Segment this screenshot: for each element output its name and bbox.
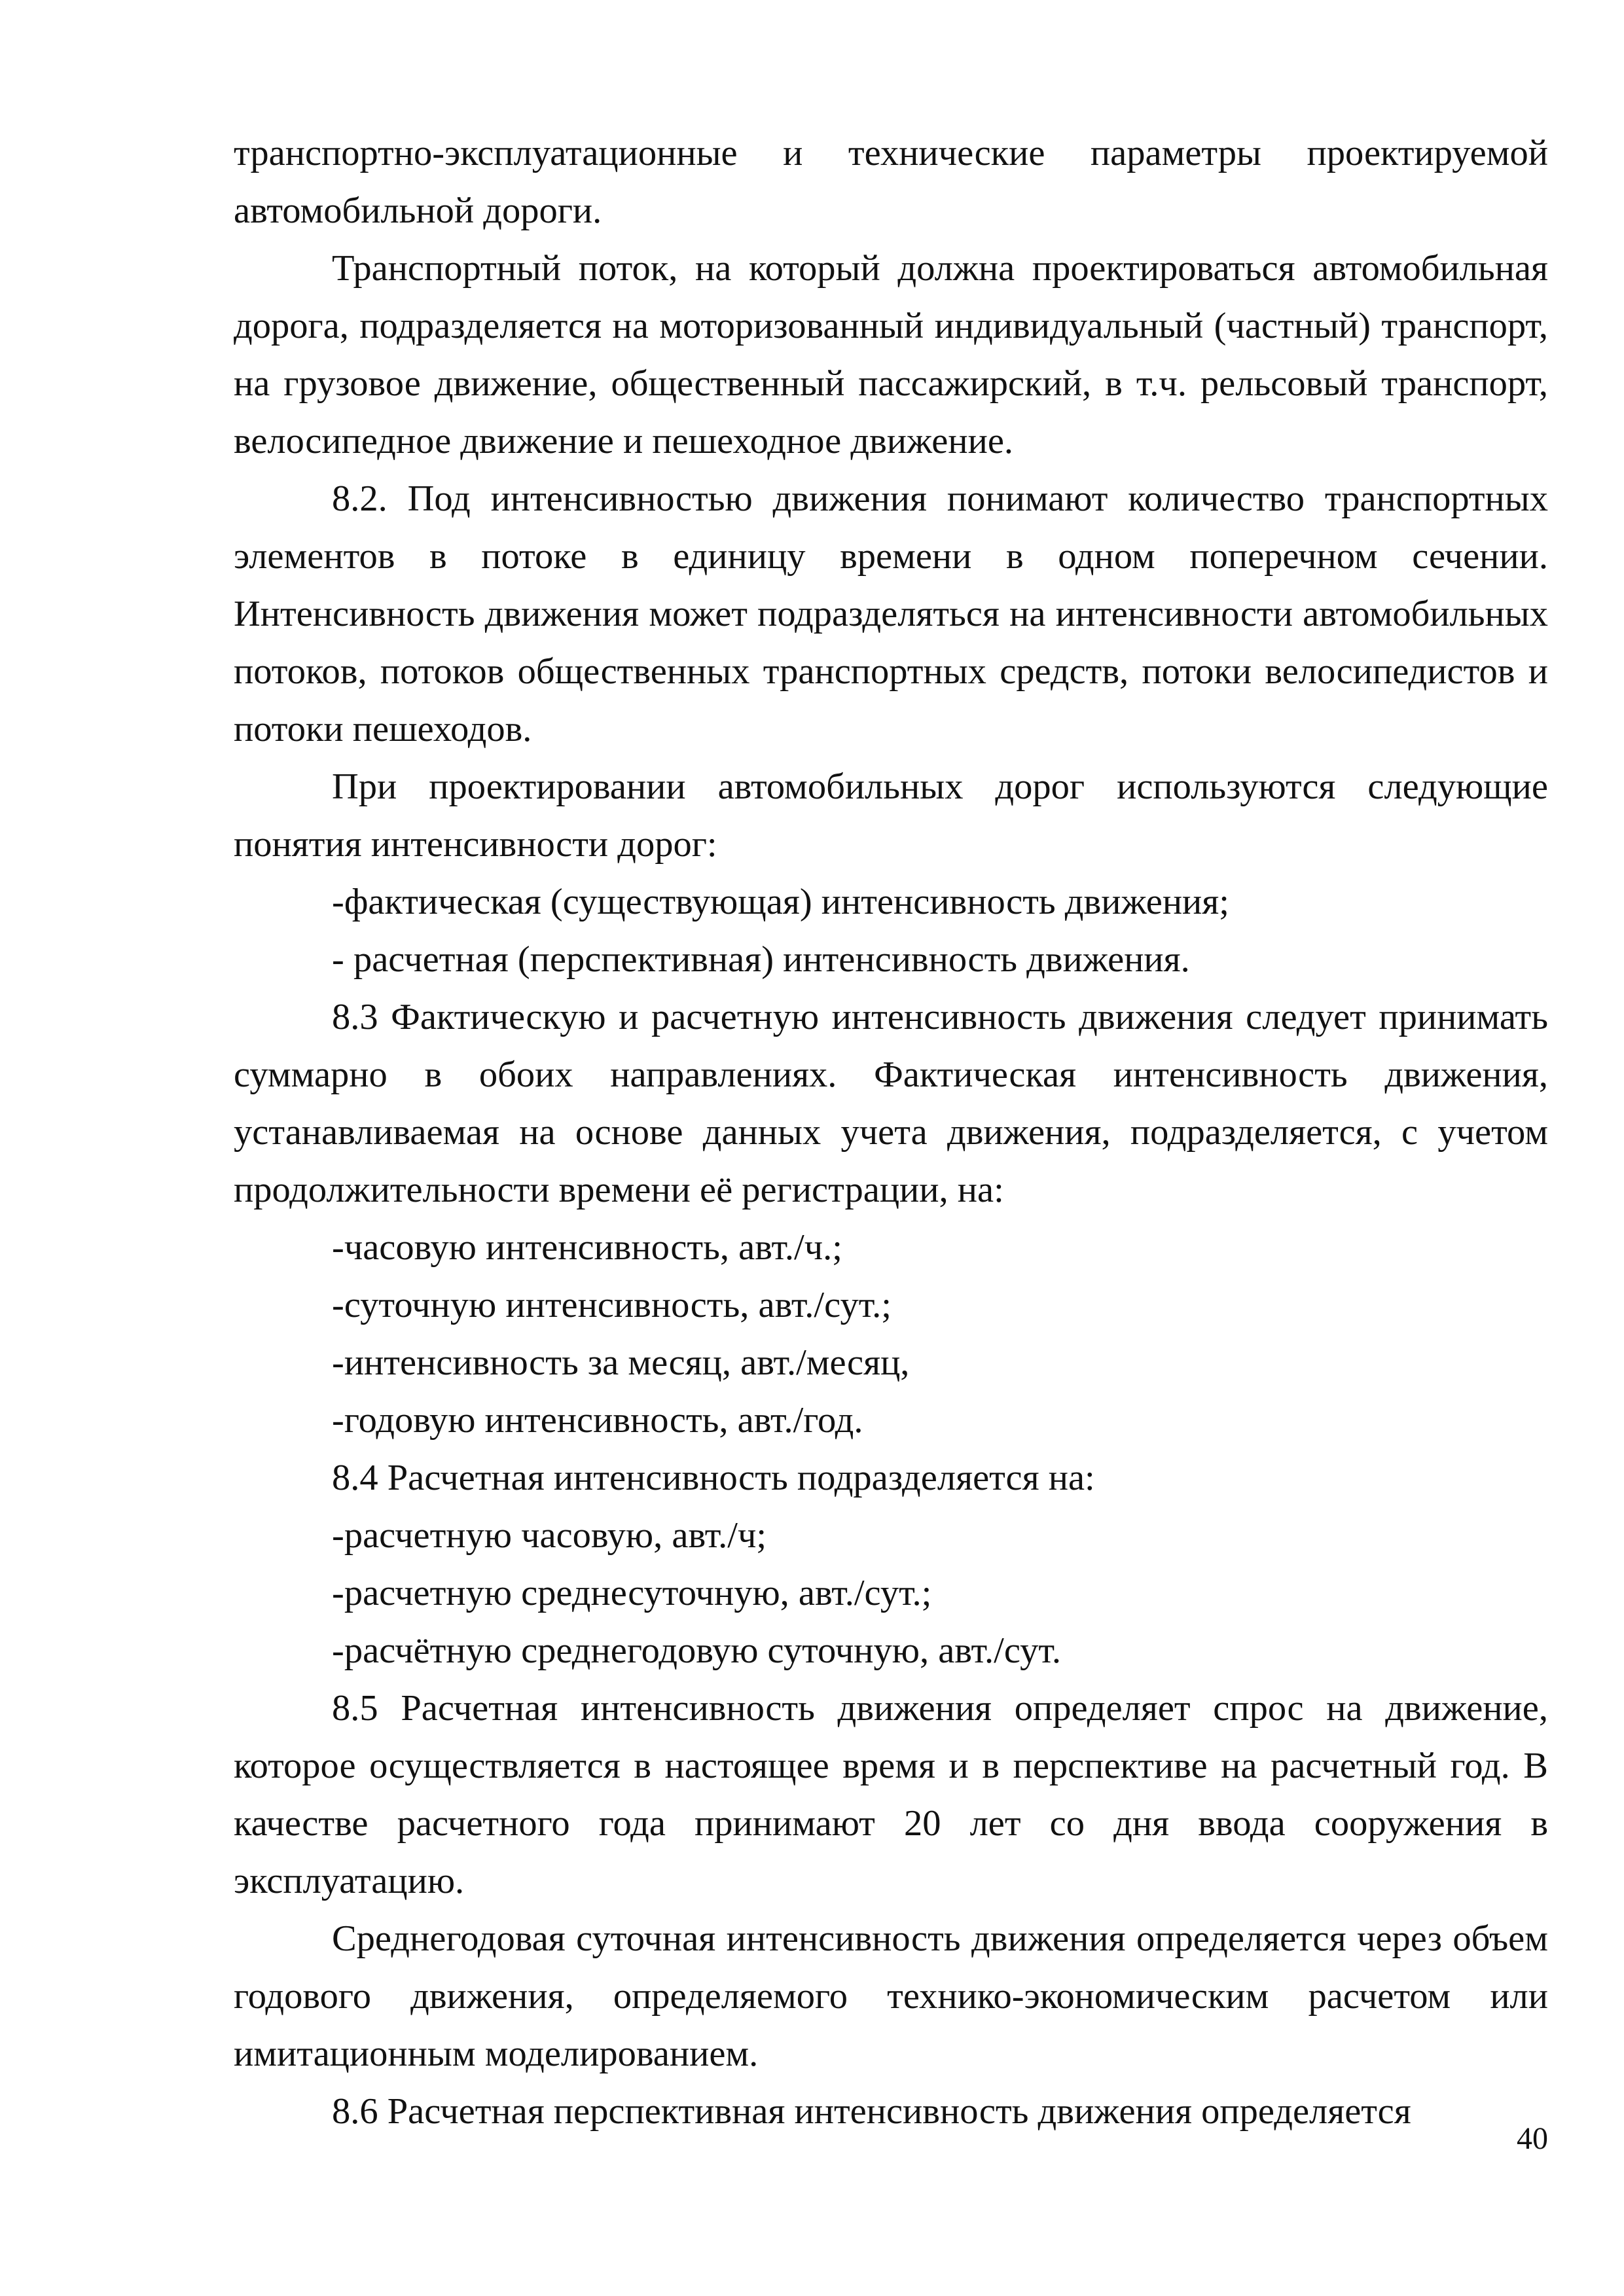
paragraph-8-3: 8.3 Фактическую и расчетную интенсивность движения следует принимать суммарно в обоих направлениях. Фактическая интенсивность движения, устанавливаемая на основе данных учета движения, подразделяется, с учетом продолжительности времени её регистрации, на: bbox=[234, 997, 1548, 1210]
list-item: - расчетная (перспективная) интенсивность движения. bbox=[332, 939, 1190, 980]
paragraph-annual-average: Среднегодовая суточная интенсивность движения определяется через объем годового движения, определяемого технико-экономическим расчетом или имитационным моделированием. bbox=[234, 1918, 1548, 2074]
list-item: -интенсивность за месяц, авт./месяц, bbox=[332, 1342, 910, 1383]
list-item: -суточную интенсивность, авт./сут.; bbox=[332, 1285, 892, 1325]
list-item: -расчётную среднегодовую суточную, авт./сут. bbox=[332, 1630, 1061, 1671]
list-item: -расчетную среднесуточную, авт./сут.; bbox=[332, 1573, 932, 1613]
page-number: 40 bbox=[1517, 2121, 1548, 2156]
paragraph-continuation: транспортно-эксплуатационные и технические параметры проектируемой автомобильной дороги. bbox=[234, 133, 1548, 231]
paragraph-8-6: 8.6 Расчетная перспективная интенсивность движения определяется bbox=[332, 2091, 1411, 2132]
list-item: -расчетную часовую, авт./ч; bbox=[332, 1515, 767, 1556]
paragraph-concepts: При проектировании автомобильных дорог используются следующие понятия интенсивности дорог: bbox=[234, 766, 1548, 865]
paragraph-8-4: 8.4 Расчетная интенсивность подразделяется на: bbox=[332, 1458, 1095, 1498]
paragraph-8-2: 8.2. Под интенсивностью движения понимают количество транспортных элементов в потоке в единицу времени в одном поперечном сечении. Интенсивность движения может подразделяться на интенсивности автомобильных потоков, потоков общественных транспортных средств, потоки велосипедистов и потоки пешеходов. bbox=[234, 478, 1548, 749]
document-page bbox=[234, 124, 1548, 2140]
paragraph-8-5: 8.5 Расчетная интенсивность движения определяет спрос на движение, которое осуществляется в настоящее время и в перспективе на расчетный год. В качестве расчетного года принимают 20 лет со дня ввода сооружения в эксплуатацию. bbox=[234, 1688, 1548, 1901]
list-item: -фактическая (существующая) интенсивность движения; bbox=[332, 882, 1229, 922]
list-item: -часовую интенсивность, авт./ч.; bbox=[332, 1227, 842, 1268]
list-item: -годовую интенсивность, авт./год. bbox=[332, 1400, 863, 1441]
paragraph-traffic-flow: Транспортный поток, на который должна проектироваться автомобильная дорога, подразделяется на моторизованный индивидуальный (частный) транспорт, на грузовое движение, общественный пассажирский, в т.ч. рельсовый транспорт, велосипедное движение и пешеходное движение. bbox=[234, 248, 1548, 461]
